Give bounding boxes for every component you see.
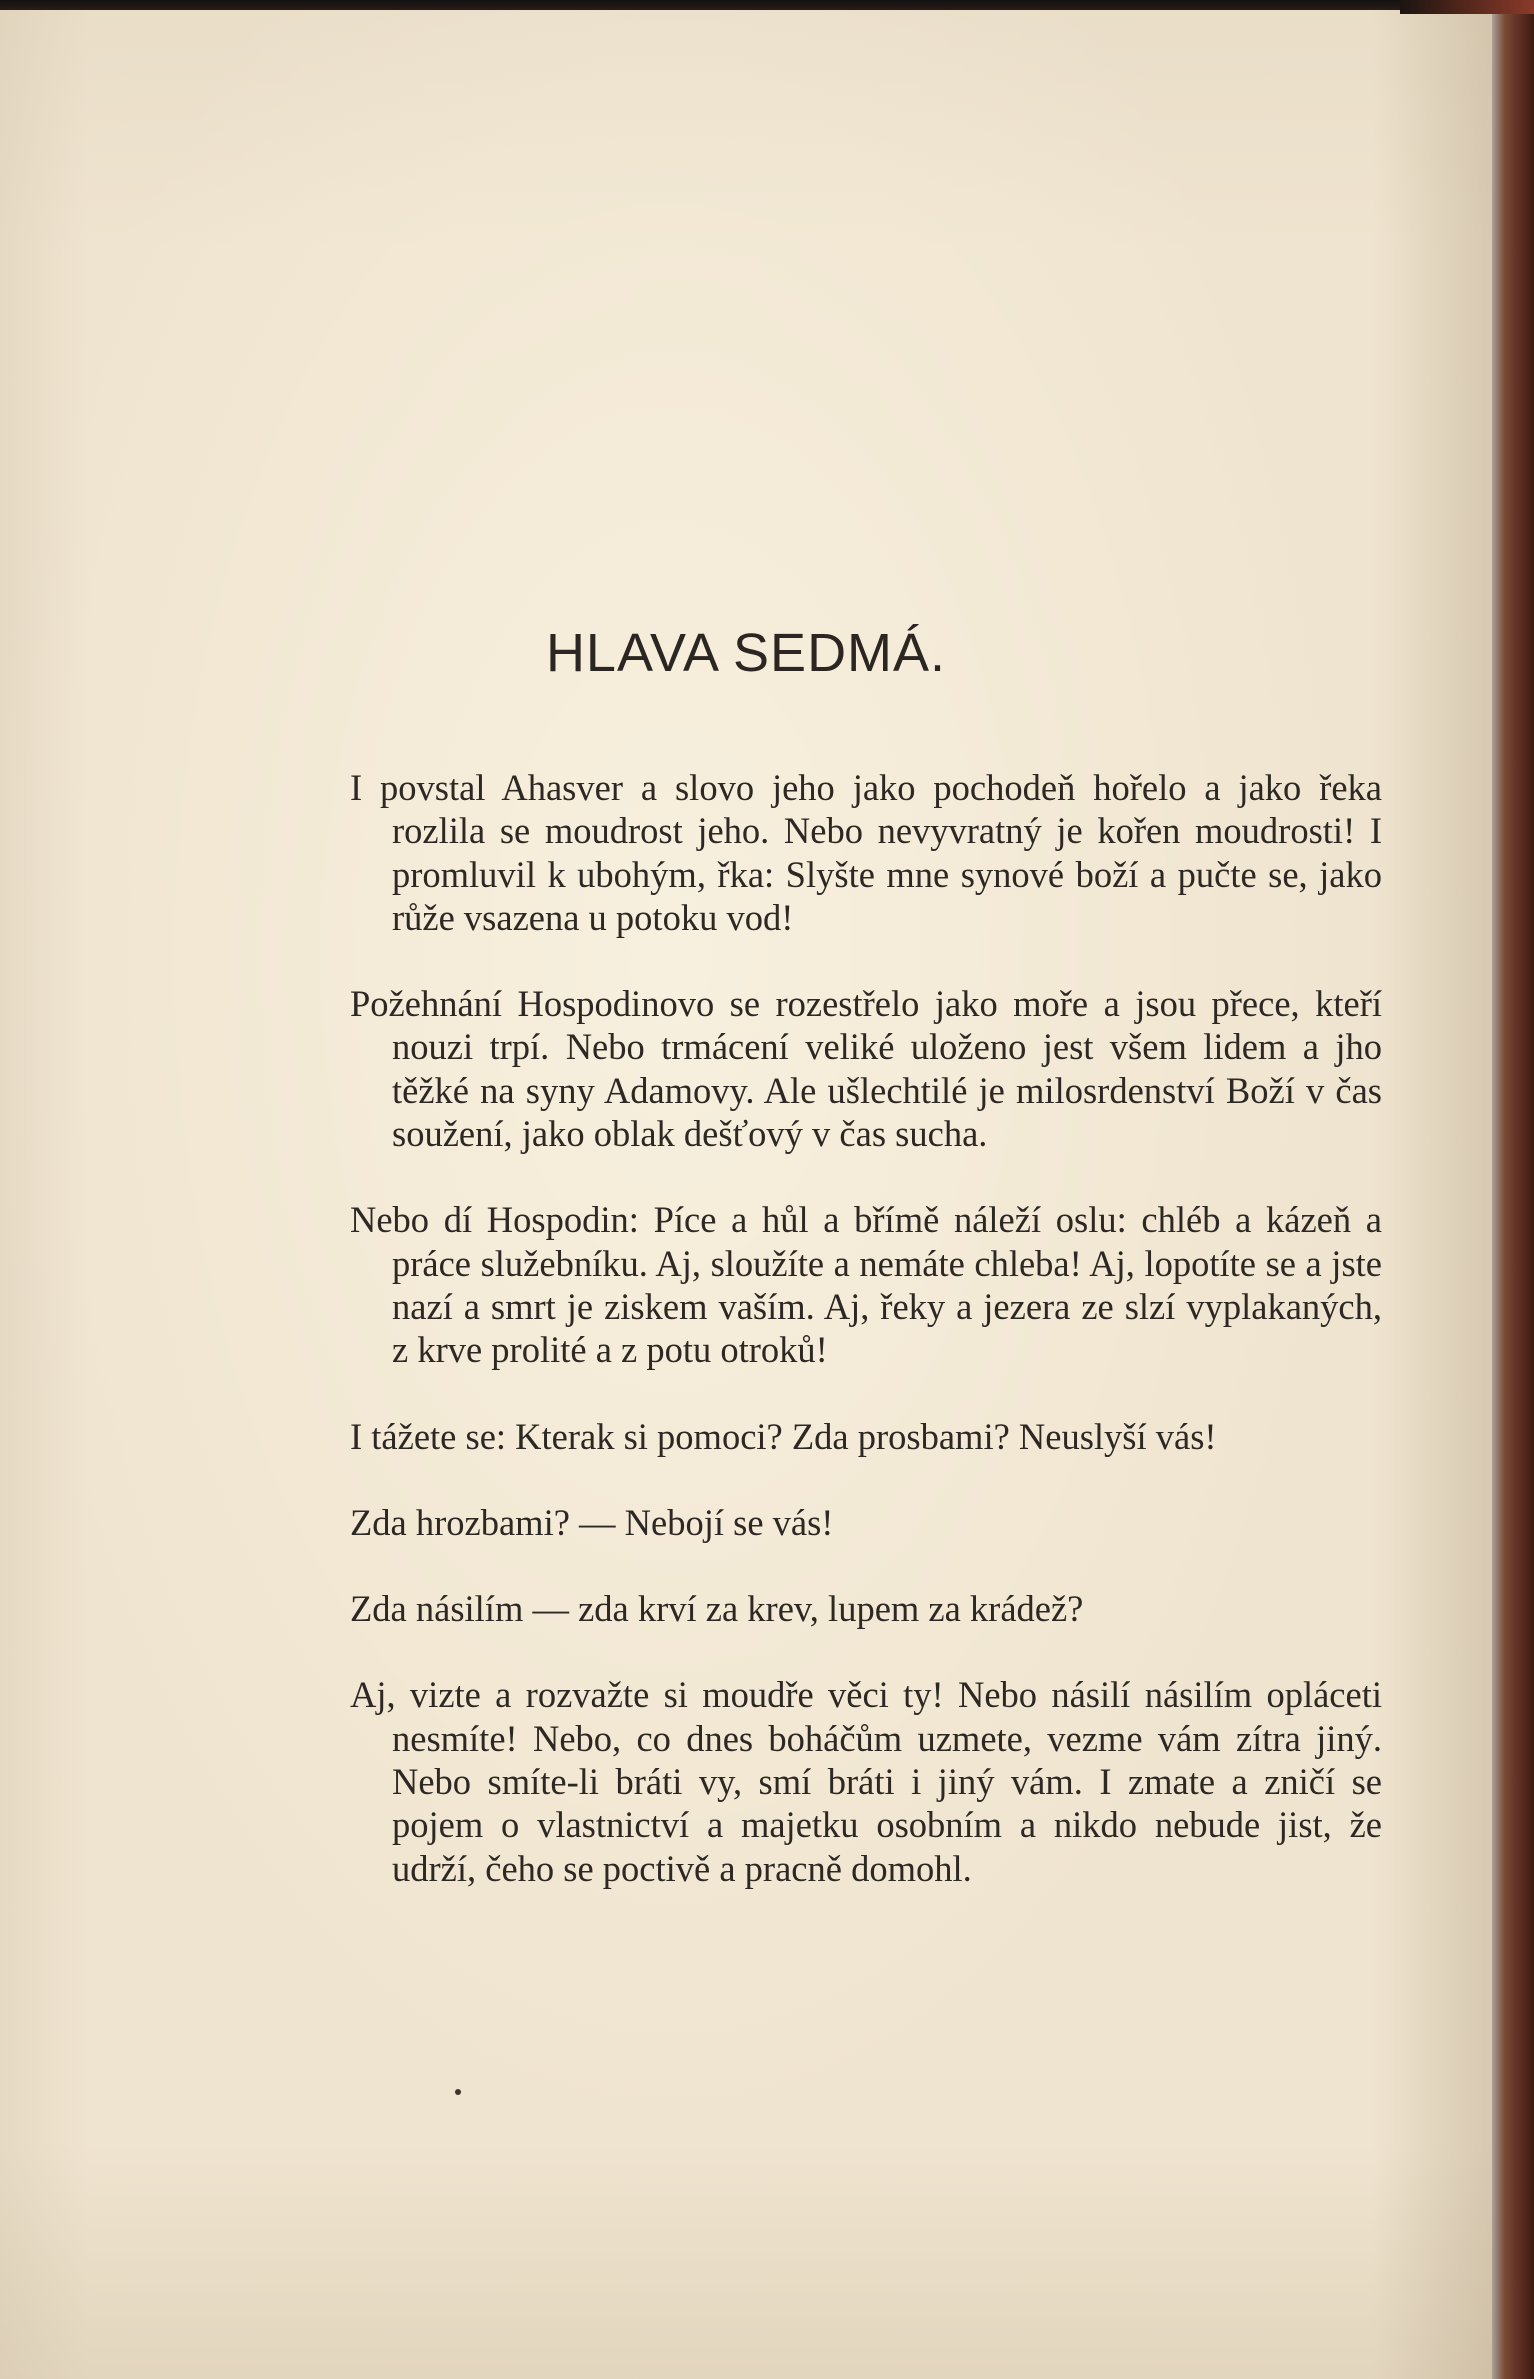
chapter-body (350, 766, 1382, 1890)
spine-top-corner (1400, 0, 1534, 14)
paragraph-2: Požehnání Hospodinovo se rozestřelo jako moře a jsou přece, kteří nouzi trpí. Nebo trmácení veliké uloženo jest všem lidem a jho těžké na syny Adamovy. Ale ušlechtilé je milosrdenství Boží v čas soužení, jako oblak dešťový v čas sucha. (350, 983, 1382, 1155)
book-spine-edge (1492, 0, 1534, 2379)
paragraph-6: Zda násilím — zda krví za krev, lupem za krádež? (350, 1588, 1084, 1630)
paragraph-3: Nebo dí Hospodin: Píce a hůl a břímě náleží oslu: chléb a kázeň a práce služebníku. Aj, sloužíte a nemáte chleba! Aj, lopotíte se a jste nazí a smrt je ziskem vaším. Aj, řeky a jezera ze slzí vyplakaných, z krve prolité a z potu otroků! (350, 1199, 1382, 1371)
page-paper (0, 10, 1492, 2379)
chapter-title: HLAVA SEDMÁ. (545, 623, 947, 683)
paragraph-7: Aj, vizte a rozvažte si moudře věci ty! Nebo násilí násilím opláceti nesmíte! Nebo, co dnes boháčům uzmete, vezme vám zítra jiný. Nebo smíte-li bráti vy, smí bráti i jiný vám. I zmate a zničí se pojem o vlastnictví a majetku osobním a nikdo nebude jist, že udrží, čeho se poctivě a pracně domohl. (350, 1674, 1382, 1889)
paragraph-5: Zda hrozbami? — Nebojí se vás! (350, 1501, 834, 1543)
paragraph-1: I povstal Ahasver a slovo jeho jako pochodeň hořelo a jako řeka rozlila se moudrost jeho. Nebo nevyvratný je kořen moudrosti! I promluvil k ubohým, řka: Slyšte mne synové boží a pučte se, jako růže vsazena u potoku vod! (350, 767, 1382, 938)
ink-dot-mark (455, 2089, 461, 2095)
paragraph-4: I tážete se: Kterak si pomoci? Zda prosbami? Neuslyší vás! (350, 1415, 1217, 1457)
